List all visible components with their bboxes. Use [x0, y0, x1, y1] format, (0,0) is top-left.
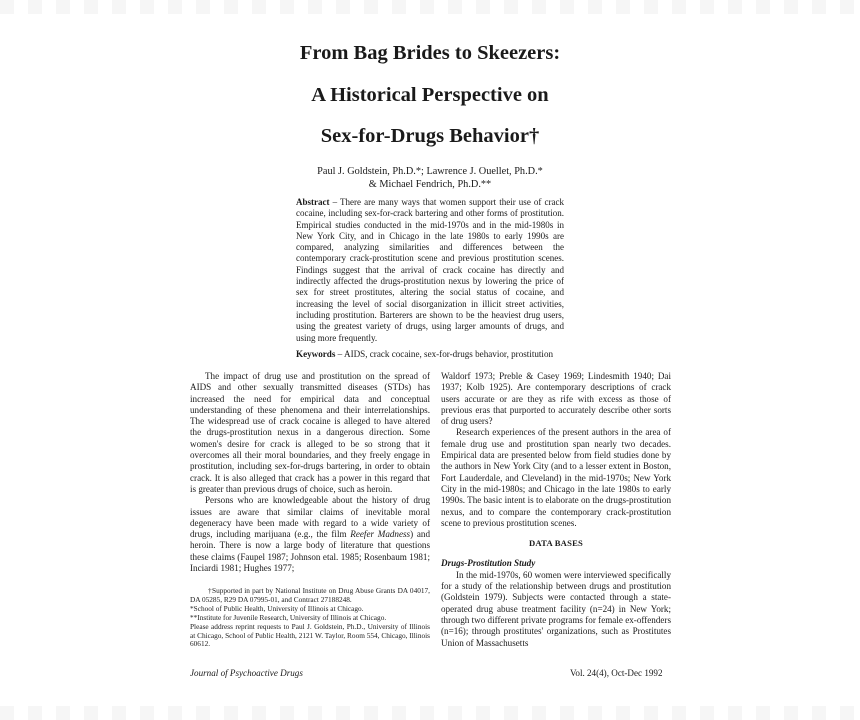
paragraph: The impact of drug use and prostitution on the spread of AIDS and other sexually transmitted diseases (STDs) has increased the need for empirical data and conceptual understanding of these phenomena and their interrelationships. The widespread use of crack cocaine is alleged to have altered the drugs-prostitution nexus in a dangerous direction. Some women's desire for crack is alleged to be so strong that it overcomes all their moral boundaries, and they freely engage in prostitution, including sex-for-drugs bartering, in order to obtain crack. It is also alleged that crack has a power in this regard that is greater than previous drugs of choice, such as heroin.: [190, 371, 430, 494]
authors-line-2: & Michael Fendrich, Ph.D.**: [368, 179, 492, 190]
body-column-right: [441, 371, 671, 649]
paragraph: [190, 495, 430, 574]
film-title: Reefer Madness: [350, 529, 411, 540]
keywords-text: – AIDS, crack cocaine, sex-for-drugs behavior, prostitution: [335, 349, 554, 359]
body-column-left: [190, 371, 430, 574]
authors-line-1: Paul J. Goldstein, Ph.D.*; Lawrence J. Ouellet, Ph.D.*: [317, 166, 543, 177]
volume-info: Vol. 24(4), Oct-Dec 1992: [570, 668, 663, 678]
abstract: [296, 197, 564, 344]
title-line-3: Sex-for-Drugs Behavior†: [320, 125, 540, 147]
title-line-1: From Bag Brides to Skeezers:: [299, 42, 561, 64]
footnote: *School of Public Health, University of Illinois at Chicago.: [190, 603, 364, 613]
paragraph: In the mid-1970s, 60 women were interviewed specifically for a study of the relationship between drugs and prostitution (Goldstein 1979). Subjects were contacted through a state-operated drug abuse treatment facility (n=24) in New York; through two different private programs for female ex-offenders (n=16); through prostitutes' organizations, such as Prostitutes Union of Massachusetts: [441, 569, 671, 648]
paragraph: Waldorf 1973; Preble & Casey 1969; Lindesmith 1940; Dai 1937; Kolb 1925). Are contemporary descriptions of crack users accurate or are they as rife with excess as those of previous eras that purported to accurately describe other sorts of drug users?: [441, 371, 671, 427]
subsection-heading: Drugs-Prostitution Study: [441, 558, 536, 569]
abstract-text: – There are many ways that women support their use of crack cocaine, including sex-for-crack bartering and other forms of prostitution. Empirical studies conducted in the mid-1970s and in the mid-1980s in New York City, and in Chicago in the late 1980s to early 1990s are compared, analyzing similarities and differences between the contemporary crack-prostitution scene and previous prostitution scenes. Findings suggest that the arrival of crack cocaine has directly and indirectly affected the drugs-prostitution nexus by lowering the price of sex for street prostitutes, altering the social status of cocaine, and increasing the level of social disorganization in illicit street activities, including prostitution. Barterers are shown to be the heaviest drug users, using the greatest variety of drugs, using larger amounts of drugs, and using more frequently.: [296, 197, 564, 343]
paragraph: Research experiences of the present authors in the area of female drug use and prostitution span nearly two decades. Empirical data are presented below from field studies done by the authors in New York City (and to a lesser extent in Boston, Fort Lauderdale, and Cleveland) in the mid-1970s; New York City in the mid-1980s; and Chicago in the late 1980s to early 1990s. The basic intent is to elaborate on the drugs-prostitution nexus, and to compare the contemporary crack-prostitution scene to previous prostitution scenes.: [441, 427, 671, 528]
paragraph-text: Persons who are knowledgeable about the history of drug issues are aware that similar claims of inevitable moral degeneracy have been made with regard to a wide variety of drugs, including marijuana (e.g., the film: [190, 495, 430, 540]
footnote: †Supported in part by National Institute on Drug Abuse Grants DA 04017, DA 05285, R29 DA 07995-01, and Contract 27188248.: [190, 586, 430, 604]
keywords: [296, 349, 571, 360]
footnote: **Institute for Juvenile Research, University of Illinois at Chicago.: [190, 612, 387, 622]
paragraph-text: ) and heroin. There is now a large body of literature that questions these claims (Faupel 1987; Johnson etal. 1985; Rosenbaum 1981; Inciardi 1981; Hughes 1977;: [190, 529, 430, 574]
footnote: Please address reprint requests to Paul J. Goldstein, Ph.D., University of Illinois at Chicago, School of Public Health, 2121 W. Taylor, Room 554, Chicago, Illinois 60612.: [190, 621, 430, 649]
footnotes: [190, 587, 430, 649]
section-heading: DATA BASES: [529, 538, 583, 549]
journal-name: Journal of Psychoactive Drugs: [190, 668, 303, 678]
abstract-label: Abstract: [296, 197, 330, 207]
keywords-label: Keywords: [296, 349, 336, 359]
title-line-2: A Historical Perspective on: [311, 84, 549, 106]
